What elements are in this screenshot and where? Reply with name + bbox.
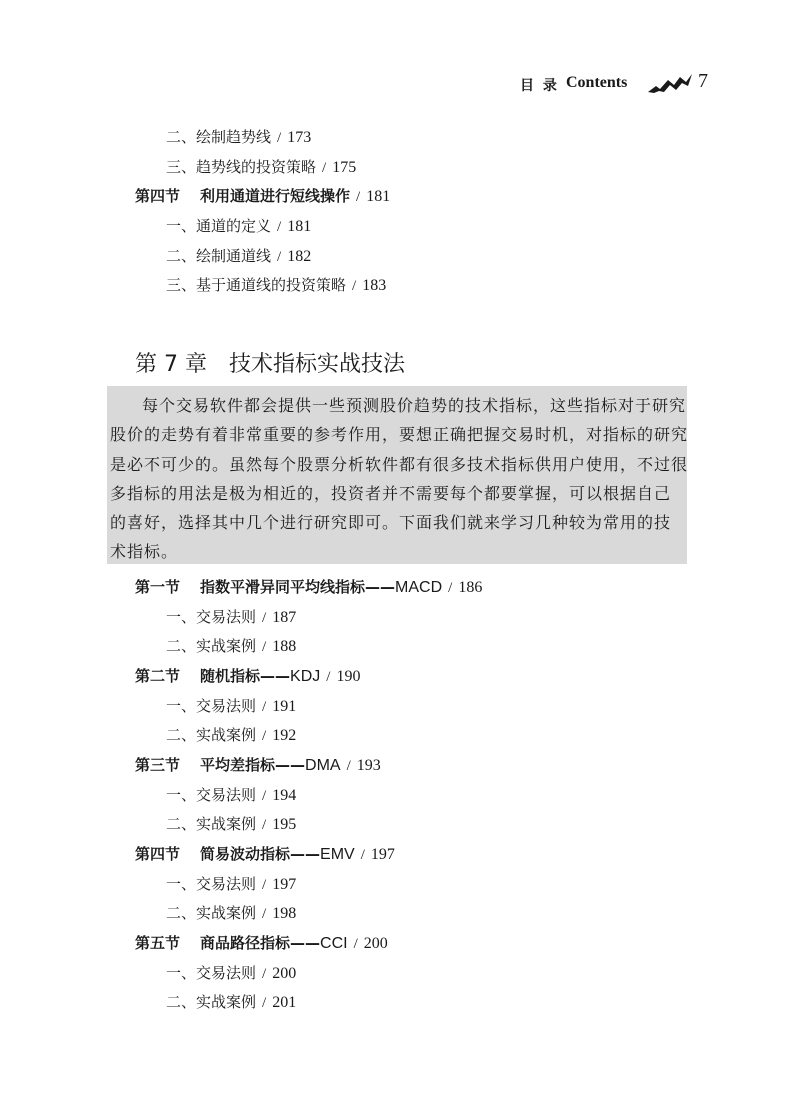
toc-section[interactable]: 第五节 商品路径指标——CCI / 200 [135,934,388,952]
section-number: 第一节 [135,578,181,596]
chapter-number: 第 7 章 [135,352,207,377]
toc-entry-page: 187 [272,609,297,626]
toc-entry[interactable]: 二、实战案例 / 192 [166,726,297,744]
toc-section[interactable]: 第一节 指数平滑异同平均线指标——MACD / 186 [135,578,483,596]
toc-entry-label: 二、绘制趋势线 [166,128,272,146]
toc-entry[interactable]: 一、交易法则 / 200 [166,964,297,982]
section-number: 第五节 [135,934,181,952]
intro-line: 术指标。 [110,542,179,561]
toc-entry-label: 二、实战案例 [166,815,257,833]
toc-entry[interactable]: 一、交易法则 / 197 [166,875,297,893]
toc-section[interactable]: 第三节 平均差指标——DMA / 193 [135,756,381,774]
page-number: 7 [698,70,708,92]
toc-entry-label: 一、通道的定义 [166,217,272,235]
toc-entry-page: 197 [272,876,297,893]
header-contents: Contents [566,74,628,91]
section-page: 181 [366,188,391,205]
section-abbr: CCI [320,935,348,952]
section-number: 第二节 [135,667,181,685]
toc-entry-label: 二、实战案例 [166,637,257,655]
section-title: 平均差指标—— [200,756,306,774]
section-number: 第四节 [135,845,181,863]
toc-entry-page: 191 [272,698,297,715]
toc-entry-page: 182 [287,248,312,265]
toc-section[interactable]: 第四节 简易波动指标——EMV / 197 [135,845,395,863]
section-abbr: KDJ [290,668,321,685]
section-page: 200 [363,935,388,952]
toc-entry-page: 173 [287,129,312,146]
section-title: 简易波动指标—— [200,845,321,863]
toc-entry-page: 195 [272,816,297,833]
toc-entry-page: 201 [272,994,297,1011]
toc-entry[interactable]: 一、交易法则 / 191 [166,697,297,715]
section-number: 第四节 [135,187,181,205]
section-title: 利用通道进行短线操作 [200,187,351,205]
intro-line: 每个交易软件都会提供一些预测股价趋势的技术指标，这些指标对于研究 [142,396,687,415]
toc-entry-label: 一、交易法则 [166,875,257,893]
toc-entry[interactable]: 二、实战案例 / 188 [166,637,297,655]
toc-entry-label: 一、交易法则 [166,786,257,804]
toc-entry[interactable]: 二、绘制趋势线 / 173 [166,128,312,146]
toc-entry[interactable]: 三、趋势线的投资策略 / 175 [166,158,357,176]
toc-entry-label: 一、交易法则 [166,964,257,982]
section-title: 指数平滑异同平均线指标—— [200,578,396,596]
toc-entry[interactable]: 一、交易法则 / 187 [166,608,297,626]
mountain-logo-icon [648,72,692,94]
chapter-heading[interactable] [135,347,405,378]
toc-entry-label: 二、实战案例 [166,904,257,922]
toc-entry[interactable]: 一、通道的定义 / 181 [166,217,312,235]
toc-entry[interactable]: 二、实战案例 / 195 [166,815,297,833]
toc-entry-label: 一、交易法则 [166,608,257,626]
toc-entry-page: 175 [332,159,357,176]
toc-entry[interactable]: 二、实战案例 / 198 [166,904,297,922]
toc-entry-label: 二、实战案例 [166,993,257,1011]
intro-line: 股价的走势有着非常重要的参考作用，要想正确把握交易时机，对指标的研究 [110,425,689,444]
toc-entry[interactable]: 二、绘制通道线 / 182 [166,247,312,265]
section-title: 商品路径指标—— [200,934,321,952]
toc-entry-label: 二、绘制通道线 [166,247,272,265]
header-mulu: 目 录 [520,78,559,94]
section-abbr: EMV [320,846,355,863]
toc-entry-label: 三、基于通道线的投资策略 [166,276,347,294]
running-header [520,72,720,98]
intro-line: 的喜好，选择其中几个进行研究即可。下面我们就来学习几种较为常用的技 [110,513,672,532]
toc-entry-page: 181 [287,218,312,235]
toc-entry-label: 二、实战案例 [166,726,257,744]
toc-entry-label: 一、交易法则 [166,697,257,715]
section-title: 随机指标—— [200,667,291,685]
toc-entry-page: 183 [362,277,387,294]
toc-entry[interactable]: 三、基于通道线的投资策略 / 183 [166,276,387,294]
intro-line: 是必不可少的。虽然每个股票分析软件都有很多技术指标供用户使用，不过很 [110,455,689,474]
chapter-title: 技术指标实战技法 [228,352,405,377]
intro-line: 多指标的用法是极为相近的，投资者并不需要每个都要掌握，可以根据自己 [110,484,672,503]
toc-entry-page: 188 [272,638,297,655]
toc-entry-page: 194 [272,787,297,804]
section-page: 186 [458,579,483,596]
toc-entry-page: 192 [272,727,297,744]
section-number: 第三节 [135,756,181,774]
toc-section[interactable]: 第四节 利用通道进行短线操作 / 181 [135,187,391,205]
toc-entry-page: 198 [272,905,297,922]
section-abbr: DMA [305,757,341,774]
section-page: 190 [336,668,361,685]
section-abbr: MACD [395,579,443,596]
section-page: 193 [356,757,381,774]
section-page: 197 [370,846,395,863]
toc-entry-label: 三、趋势线的投资策略 [166,158,317,176]
toc-entry[interactable]: 一、交易法则 / 194 [166,786,297,804]
toc-entry[interactable]: 二、实战案例 / 201 [166,993,297,1011]
toc-section[interactable]: 第二节 随机指标——KDJ / 190 [135,667,361,685]
toc-entry-page: 200 [272,965,297,982]
